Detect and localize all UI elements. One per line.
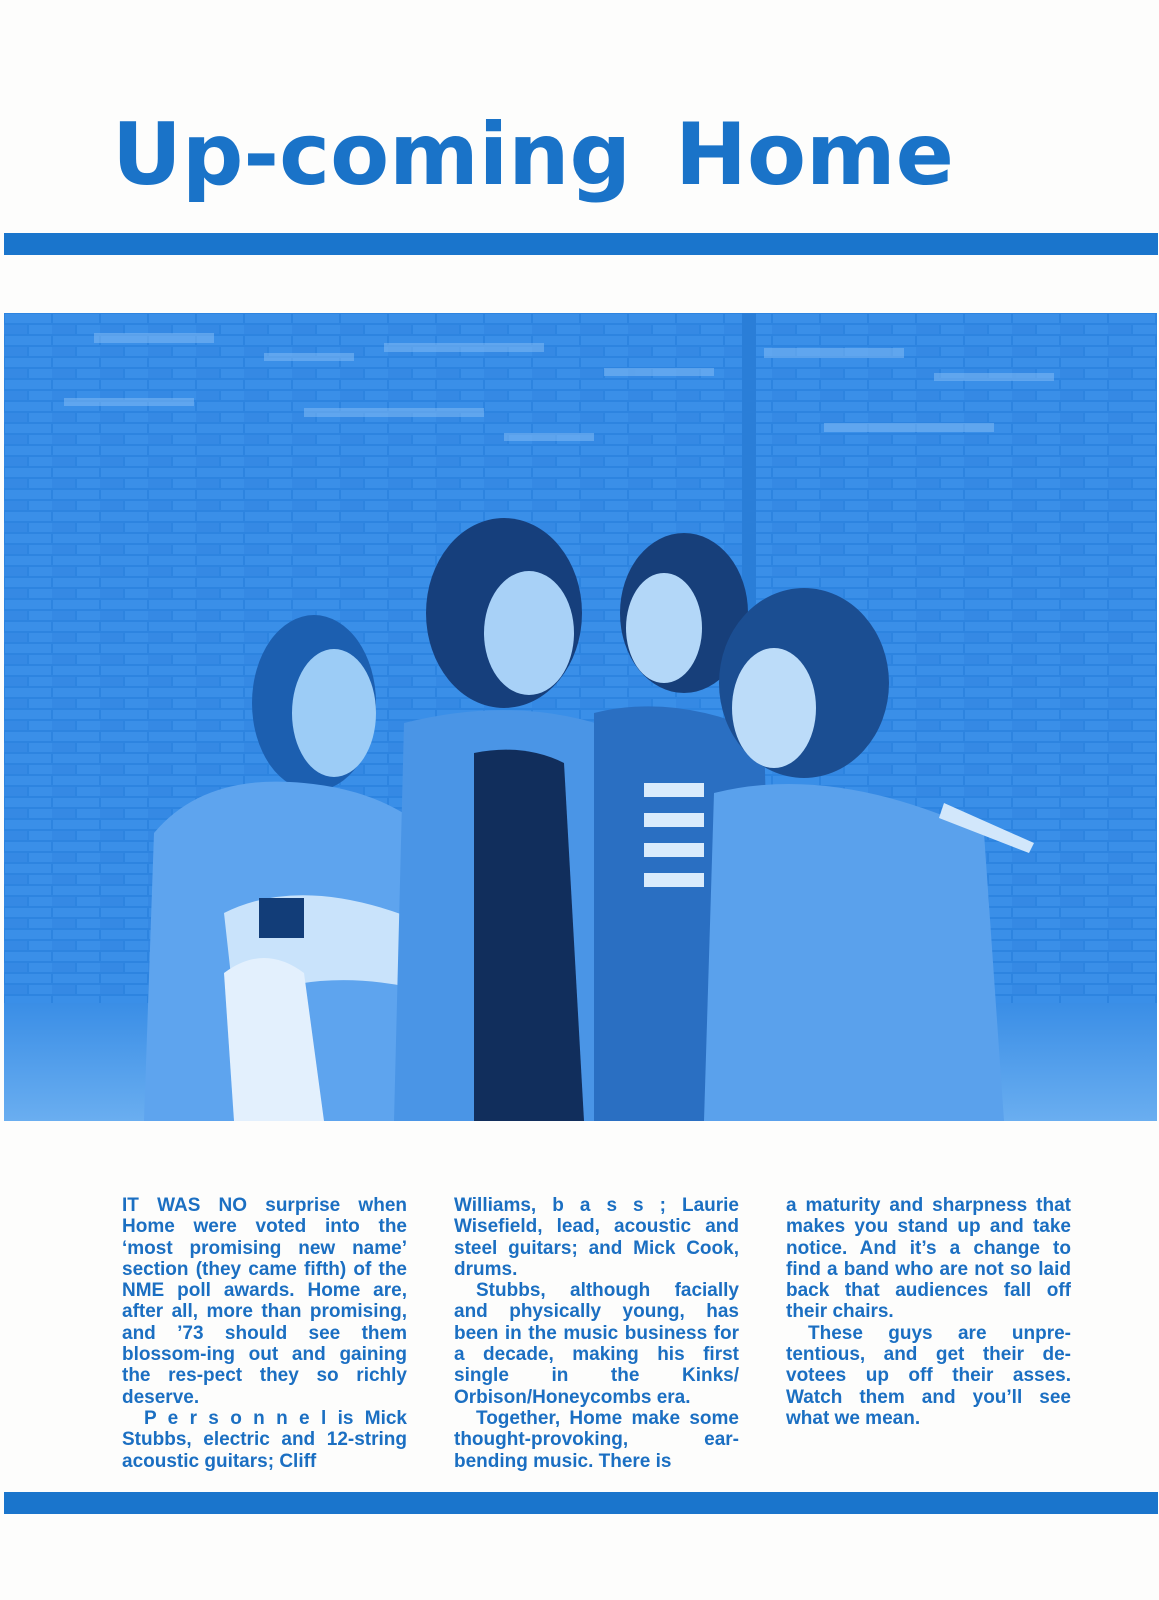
paragraph: Together, Home make some thought-provoking, ear-bending music. There is <box>454 1407 739 1472</box>
article-body <box>0 1195 1159 1475</box>
band-photo <box>4 313 1157 1121</box>
paragraph: a maturity and sharpness that makes you stand up and take notice. And it’s a change to find a band who are not so laid back that audiences fall off their chairs. <box>786 1195 1071 1323</box>
headline: Up-coming Home <box>112 105 954 205</box>
paragraph: Stubbs, although facially and physically young, has been in the music business for a decade, making his first single in the Kinks/ Orbison/Honeycombs era. <box>454 1280 739 1408</box>
paragraph: IT WAS NO surprise when Home were voted into the ‘most promising new name’ section (they came fifth) of the NME poll awards. Home are, after all, more than promising, and ’73 should see them blossom-ing out and gaining the res-pect they so richly deserve. <box>122 1195 407 1408</box>
article-column-2 <box>454 1195 739 1472</box>
article-column-1 <box>122 1195 407 1472</box>
top-rule <box>4 233 1158 255</box>
paragraph: Williams, b a s s ; Laurie Wisefield, lead, acoustic and steel guitars; and Mick Cook, drums. <box>454 1195 739 1280</box>
article-column-3 <box>786 1195 1071 1429</box>
bottom-rule <box>4 1492 1158 1514</box>
paragraph: P e r s o n n e l is Mick Stubbs, electric and 12-string acoustic guitars; Cliff <box>122 1407 407 1472</box>
paragraph: These guys are unpre-tentious, and get their de-votees up off their asses. Watch them and you’ll see what we mean. <box>786 1322 1071 1429</box>
